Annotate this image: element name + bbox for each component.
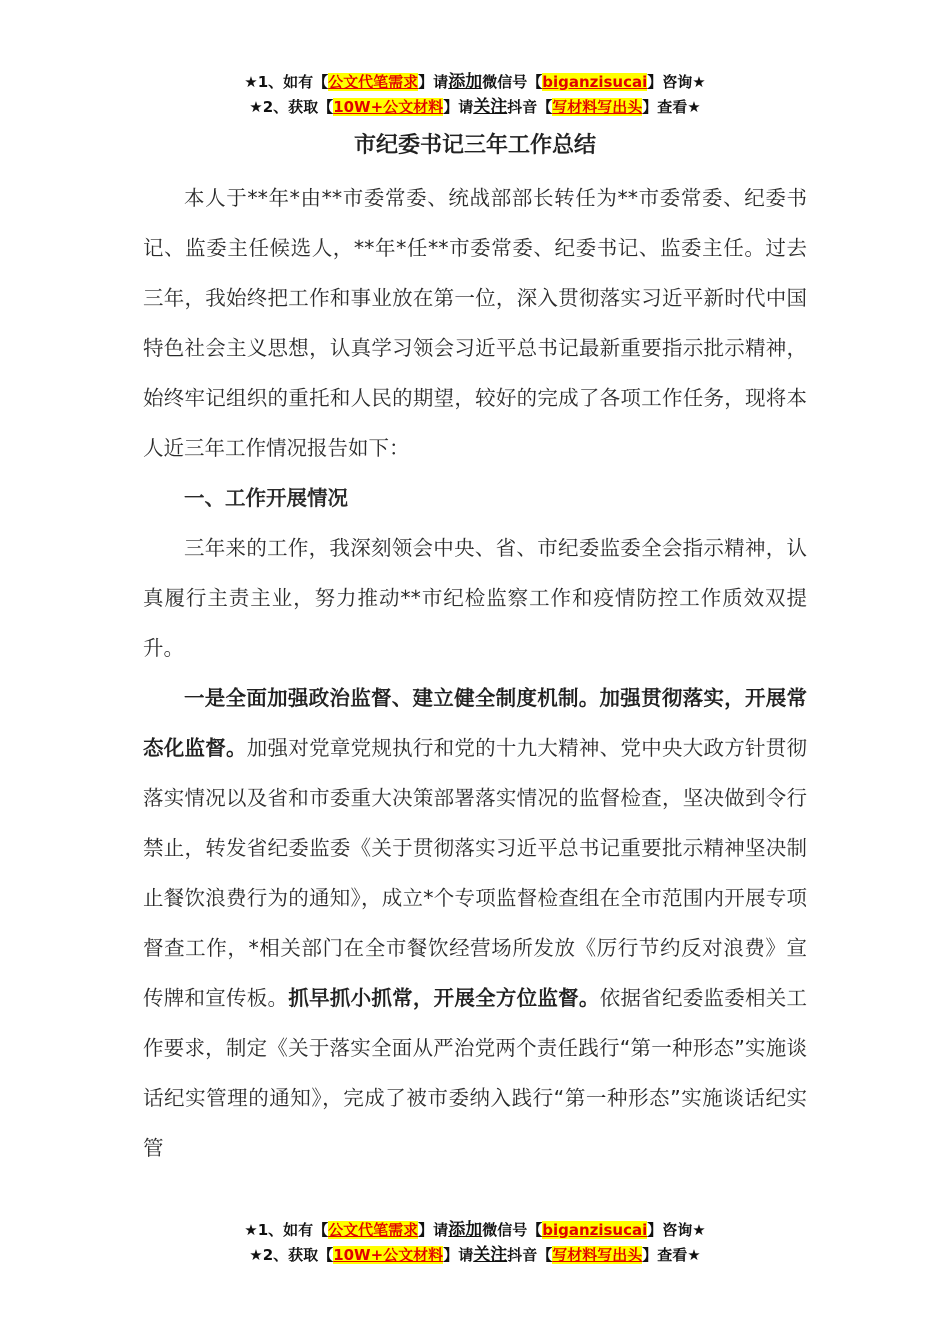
section-heading: 一、工作开展情况 <box>184 486 348 510</box>
banner-highlight: biganzisucai <box>542 1221 648 1239</box>
banner-highlight: 10W+公文材料 <box>333 1246 444 1264</box>
banner-highlight: biganzisucai <box>542 73 648 91</box>
banner-highlight: 写材料写出头 <box>552 1246 643 1264</box>
paragraph-point-one <box>143 673 807 1173</box>
banner-line-1 <box>0 1218 950 1243</box>
paragraph-intro: 本人于**年*由**市委常委、统战部部长转任为**市委常委、纪委书记、监委主任候选人，**年*任**市委常委、纪委书记、监委主任。过去三年，我始终把工作和事业放在第一位，深入贯彻落实习近平新时代中国特色社会主义思想，认真学习领会习近平总书记最新重要指示批示精神，始终牢记组织的重托和人民的期望，较好的完成了各项工作任务，现将本人近三年工作情况报告如下： <box>143 186 807 460</box>
paragraph-text: 加强对党章党规执行和党的十九大精神、党中央大政方针贯彻落实情况以及省和市委重大决策部署落实情况的监督检查，坚决做到令行禁止，转发省纪委监委《关于贯彻落实习近平总书记重要批示精神坚决制止餐饮浪费行为的通知》，成立*个专项监督检查组在全市范围内开展专项督查工作，*相关部门在全市餐饮经营场所发放《厉行节约反对浪费》宣传牌和宣传板。 <box>143 736 808 1010</box>
document-body <box>143 173 807 1173</box>
banner-text: 抖音【 <box>507 1246 553 1264</box>
bold-lead: 一是全面加强政治监督、建立健全制度机制。加强贯彻落实，开展常态化监督。 <box>143 686 807 760</box>
banner-text: 】查看★ <box>642 1246 701 1264</box>
banner-text: 】请 <box>418 73 449 91</box>
banner-text: 】咨询★ <box>647 73 706 91</box>
header-banner <box>0 70 950 120</box>
banner-text: 】请 <box>443 1246 474 1264</box>
banner-highlight: 写材料写出头 <box>552 98 643 116</box>
banner-text: 】请 <box>443 98 474 116</box>
footer-banner <box>0 1218 950 1268</box>
banner-line-1 <box>0 70 950 95</box>
banner-underline: 添加 <box>448 72 483 92</box>
banner-underline: 关注 <box>473 97 508 117</box>
paragraph-overview: 三年来的工作，我深刻领会中央、省、市纪委监委全会指示精神，认真履行主责主业，努力推动**市纪检监察工作和疫情防控工作质效双提升。 <box>143 536 807 660</box>
banner-text: ★2、获取【 <box>249 98 334 116</box>
banner-text: 微信号【 <box>482 1221 543 1239</box>
banner-underline: 关注 <box>473 1245 508 1265</box>
banner-line-2 <box>0 1243 950 1268</box>
banner-text: 】请 <box>418 1221 449 1239</box>
banner-line-2 <box>0 95 950 120</box>
bold-lead: 抓早抓小抓常，开展全方位监督。 <box>288 986 600 1010</box>
banner-text: 】查看★ <box>642 98 701 116</box>
banner-highlight: 公文代笔需求 <box>328 73 419 91</box>
document-title: 市纪委书记三年工作总结 <box>353 133 596 158</box>
banner-highlight: 10W+公文材料 <box>333 98 444 116</box>
banner-underline: 添加 <box>448 1220 483 1240</box>
banner-text: 微信号【 <box>482 73 543 91</box>
banner-text: 抖音【 <box>507 98 553 116</box>
banner-text: 】咨询★ <box>647 1221 706 1239</box>
banner-text: ★1、如有【 <box>244 73 329 91</box>
paragraph-text: 依据省纪委监委相关工作要求，制定《关于落实全面从严治党两个责任践行“第一种形态”实施谈话纪实管理的通知》，完成了被市委纳入践行“第一种形态”实施谈话纪实管 <box>143 986 808 1160</box>
banner-highlight: 公文代笔需求 <box>328 1221 419 1239</box>
banner-text: ★2、获取【 <box>249 1246 334 1264</box>
banner-text: ★1、如有【 <box>244 1221 329 1239</box>
